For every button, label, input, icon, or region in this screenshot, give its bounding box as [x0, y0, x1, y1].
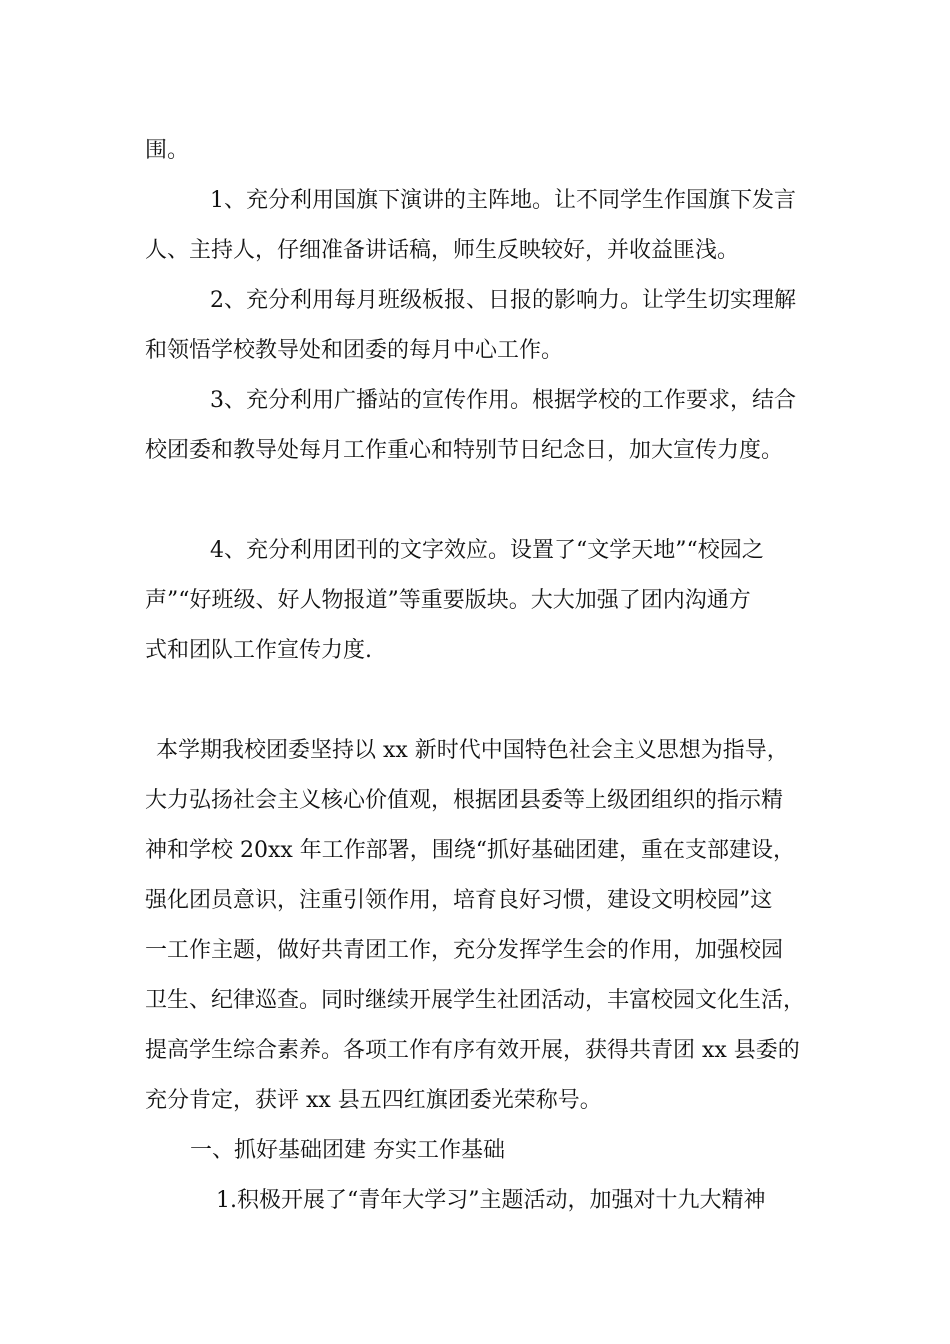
summary-paragraph-line-4: 强化团员意识，注重引领作用，培育良好习惯，建设文明校园”这 [145, 888, 773, 913]
section-item-1-line-1: 1.积极开展了“青年大学习”主题活动，加强对十九大精神 [216, 1188, 766, 1213]
list-item-4-line-3: 式和团队工作宣传力度. [145, 638, 372, 663]
list-item-1-line-1: 1、充分利用国旗下演讲的主阵地。让不同学生作国旗下发言 [210, 188, 796, 213]
list-item-3-line-2: 校团委和教导处每月工作重心和特别节日纪念日，加大宣传力度。 [145, 438, 784, 463]
summary-paragraph-line-5: 一工作主题，做好共青团工作，充分发挥学生会的作用，加强校园 [145, 938, 784, 963]
summary-paragraph-line-2: 大力弘扬社会主义核心价值观，根据团县委等上级团组织的指示精 [145, 788, 784, 813]
list-item-2-line-2: 和领悟学校教导处和团委的每月中心工作。 [145, 338, 564, 363]
section-heading: 一、抓好基础团建 夯实工作基础 [190, 1138, 505, 1163]
list-item-1-line-2: 人、主持人，仔细准备讲话稿，师生反映较好，并收益匪浅。 [145, 238, 740, 263]
summary-paragraph-line-3: 神和学校 20xx 年工作部署，围绕“抓好基础团建，重在支部建设， [145, 838, 796, 863]
list-item-4-line-2: 声”“好班级、好人物报道”等重要版块。大大加强了团内沟通方 [145, 588, 751, 613]
summary-paragraph-line-8: 充分肯定，获评 xx 县五四红旗团委光荣称号。 [145, 1088, 602, 1113]
summary-paragraph-line-7: 提高学生综合素养。各项工作有序有效开展，获得共青团 xx 县委的 [145, 1038, 800, 1063]
list-item-2-line-1: 2、充分利用每月班级板报、日报的影响力。让学生切实理解 [210, 288, 796, 313]
list-item-4-line-1: 4、充分利用团刊的文字效应。设置了“文学天地”“校园之 [210, 538, 764, 563]
list-item-3-line-1: 3、充分利用广播站的宣传作用。根据学校的工作要求，结合 [210, 388, 796, 413]
summary-paragraph-line-6: 卫生、纪律巡查。同时继续开展学生社团活动，丰富校园文化生活， [145, 988, 806, 1013]
text-line: 围。 [145, 138, 190, 163]
summary-paragraph-line-1: 本学期我校团委坚持以 xx 新时代中国特色社会主义思想为指导， [156, 738, 789, 763]
